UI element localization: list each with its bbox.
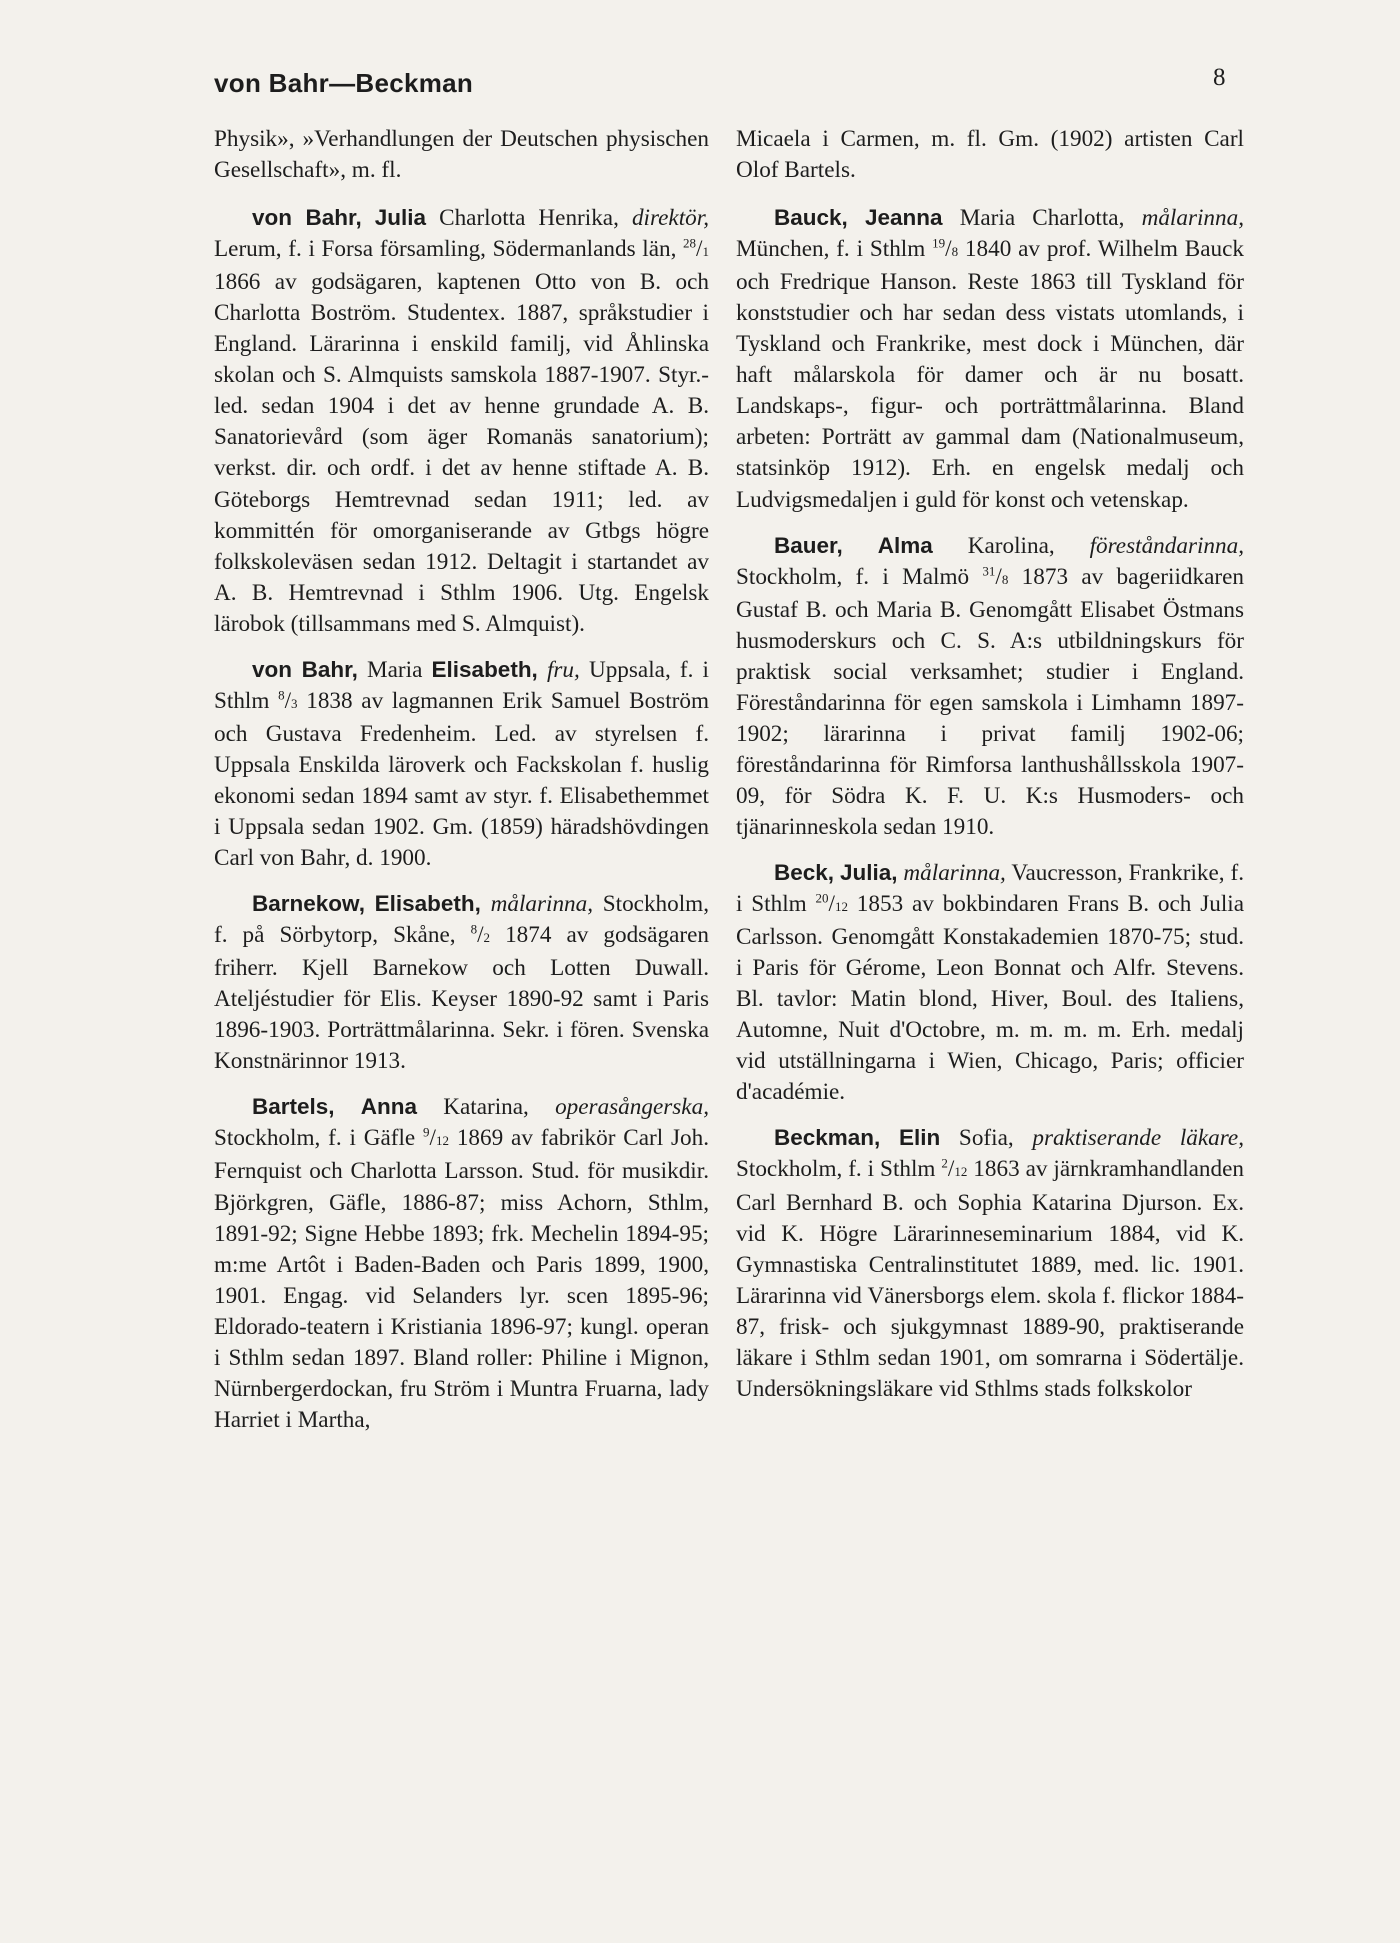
entry-barnekow: Barnekow, Elisabeth, målarinna, Stockholm, f. på Sörbytorp, Skåne, $^8$/2 1874 av godsägaren friherr. Kjell Barnekow och Lotten Duwall. Ateljéstudier för Elis. Keyser 1890-92 samt i Paris 1896-1903. Porträttmålarinna. Sekr. i fören. Svenska Konstnärinnor 1913.	[214, 891, 710, 1075]
entry-beckman: Beckman, Elin Sofia, praktiserande läkare, Stockholm, f. i Sthlm $^2$/12 1863 av järnkramhandlanden Carl Bernhard B. och Sophia Katarina Djurson. Ex. vid K. Högre Lärarinneseminarium 1884, vid K. Gymnastiska Centralinstitutet 1889, med. lic. 1901. Lärarinna vid Vänersborgs elem. skola f. flickor 1884-87, frisk- och sjukgymnast 1889-90, praktiserande läkare i Sthlm sedan 1901, om somrarna i Södertälje. Undersökningsläkare vid Sthlms stads folkskolor	[736, 1125, 1244, 1402]
left-column	[214, 124, 709, 1450]
right-column	[736, 124, 1244, 1419]
entry-beck: Beck, Julia, målarinna, Vaucresson, Frankrike, f. i Sthlm $^{20}$/12 1853 av bokbindaren Frans B. och Julia Carlsson. Genomgått Konstakademien 1870-75; stud. i Paris för Gérome, Leon Bonnat och Alfr. Stevens. Bl. tavlor: Matin blond, Hiver, Boul. des Italiens, Automne, Nuit d'Octobre, m. m. m. m. Erh. medalj vid utställningarna i Wien, Chicago, Paris; officier d'académie.	[736, 860, 1245, 1106]
entry-bauck: Bauck, Jeanna Maria Charlotta, målarinna, München, f. i Sthlm $^{19}$/8 1840 av prof. Wilhelm Bauck och Fredrique Hanson. Reste 1863 till Tyskland för konststudier och har sedan dess vistats utomlands, i Tyskland och Frankrike, mest dock i München, där haft målarskola för damer och är nu bosatt. Landskaps-, figur- och porträttmålarinna. Bland arbeten: Porträtt av gammal dam (Nationalmuseum, statsinköp 1912). Erh. en engelsk medalj och Ludvigsmedaljen i guld för konst och vetenskap.	[736, 205, 1245, 513]
entry-bartels: Bartels, Anna Katarina, operasångerska, Stockholm, f. i Gäfle $^9$/12 1869 av fabrikör Carl Joh. Fernquist och Charlotta Larsson. Stud. för musikdir. Björkgren, Gäfle, 1886-87; miss Achorn, Sthlm, 1891-92; Signe Hebbe 1893; frk. Mechelin 1894-95; m:me Artôt i Baden-Baden och Paris 1899, 1900, 1901. Engag. vid Selanders lyr. scen 1895-96; Eldorado-teatern i Kristiania 1896-97; kungl. operan i Sthlm sedan 1897. Bland roller: Philine i Mignon, Nürnbergerdockan, fru Ström i Muntra Fruarna, lady Harriet i Martha,	[214, 1094, 710, 1433]
running-head: von Bahr—Beckman	[214, 68, 474, 98]
entry-von-bahr-elisabeth: von Bahr, Maria Elisabeth, fru, Uppsala, f. i Sthlm $^8$/3 1838 av lagmannen Erik Samuel Boström och Gustava Fredenheim. Led. av styrelsen f. Uppsala Enskilda läroverk och Fackskolan f. huslig ekonomi sedan 1894 samt av styr. f. Elisabethemmet i Uppsala sedan 1902. Gm. (1859) häradshövdingen Carl von Bahr, d. 1900.	[214, 656, 709, 872]
entry-bauer: Bauer, Alma Karolina, föreståndarinna, Stockholm, f. i Malmö $^{31}$/8 1873 av bageriidkaren Gustaf B. och Maria B. Genomgått Elisabet Östmans husmoderskurs och C. S. A:s utbildningskurs för praktisk social verksamhet; studier i England. Föreståndarinna för egen samskola i Limhamn 1897-1902; lärarinna i privat familj 1902-06; föreståndarinna för Rimforsa lanthushållsskola 1907-09, för Södra K. F. U. K:s Husmoders- och tjänarinneskola sedan 1910.	[736, 532, 1244, 840]
page-number: 8	[1213, 64, 1226, 91]
entry-continuation: Physik», »Verhandlungen der Deutschen physischen Gesellschaft», m. fl.	[214, 126, 709, 184]
entry-von-bahr-julia: von Bahr, Julia Charlotta Henrika, direktör, Lerum, f. i Forsa församling, Södermanlands län, $^{28}$/1 1866 av godsägaren, kaptenen Otto von B. och Charlotta Boström. Studentex. 1887, språkstudier i England. Lärarinna i enskild familj, vid Åhlinska skolan och S. Almquists samskola 1887-1907. Styr.-led. sedan 1904 i det av henne grundade A. B. Sanatorievård (som äger Romanäs sanatorium); verkst. dir. och ordf. i det av henne stiftade A. B. Göteborgs Hemtrevnad sedan 1911; led. av kommittén för omorganiserande av Gtbgs högre folkskoleväsen sedan 1912. Deltagit i startandet av A. B. Hemtrevnad i Sthlm 1906. Utg. Engelsk lärobok (tillsammans med S. Almquist).	[214, 205, 710, 637]
entry-continuation: Micaela i Carmen, m. fl. Gm. (1902) artisten Carl Olof Bartels.	[736, 126, 1244, 184]
